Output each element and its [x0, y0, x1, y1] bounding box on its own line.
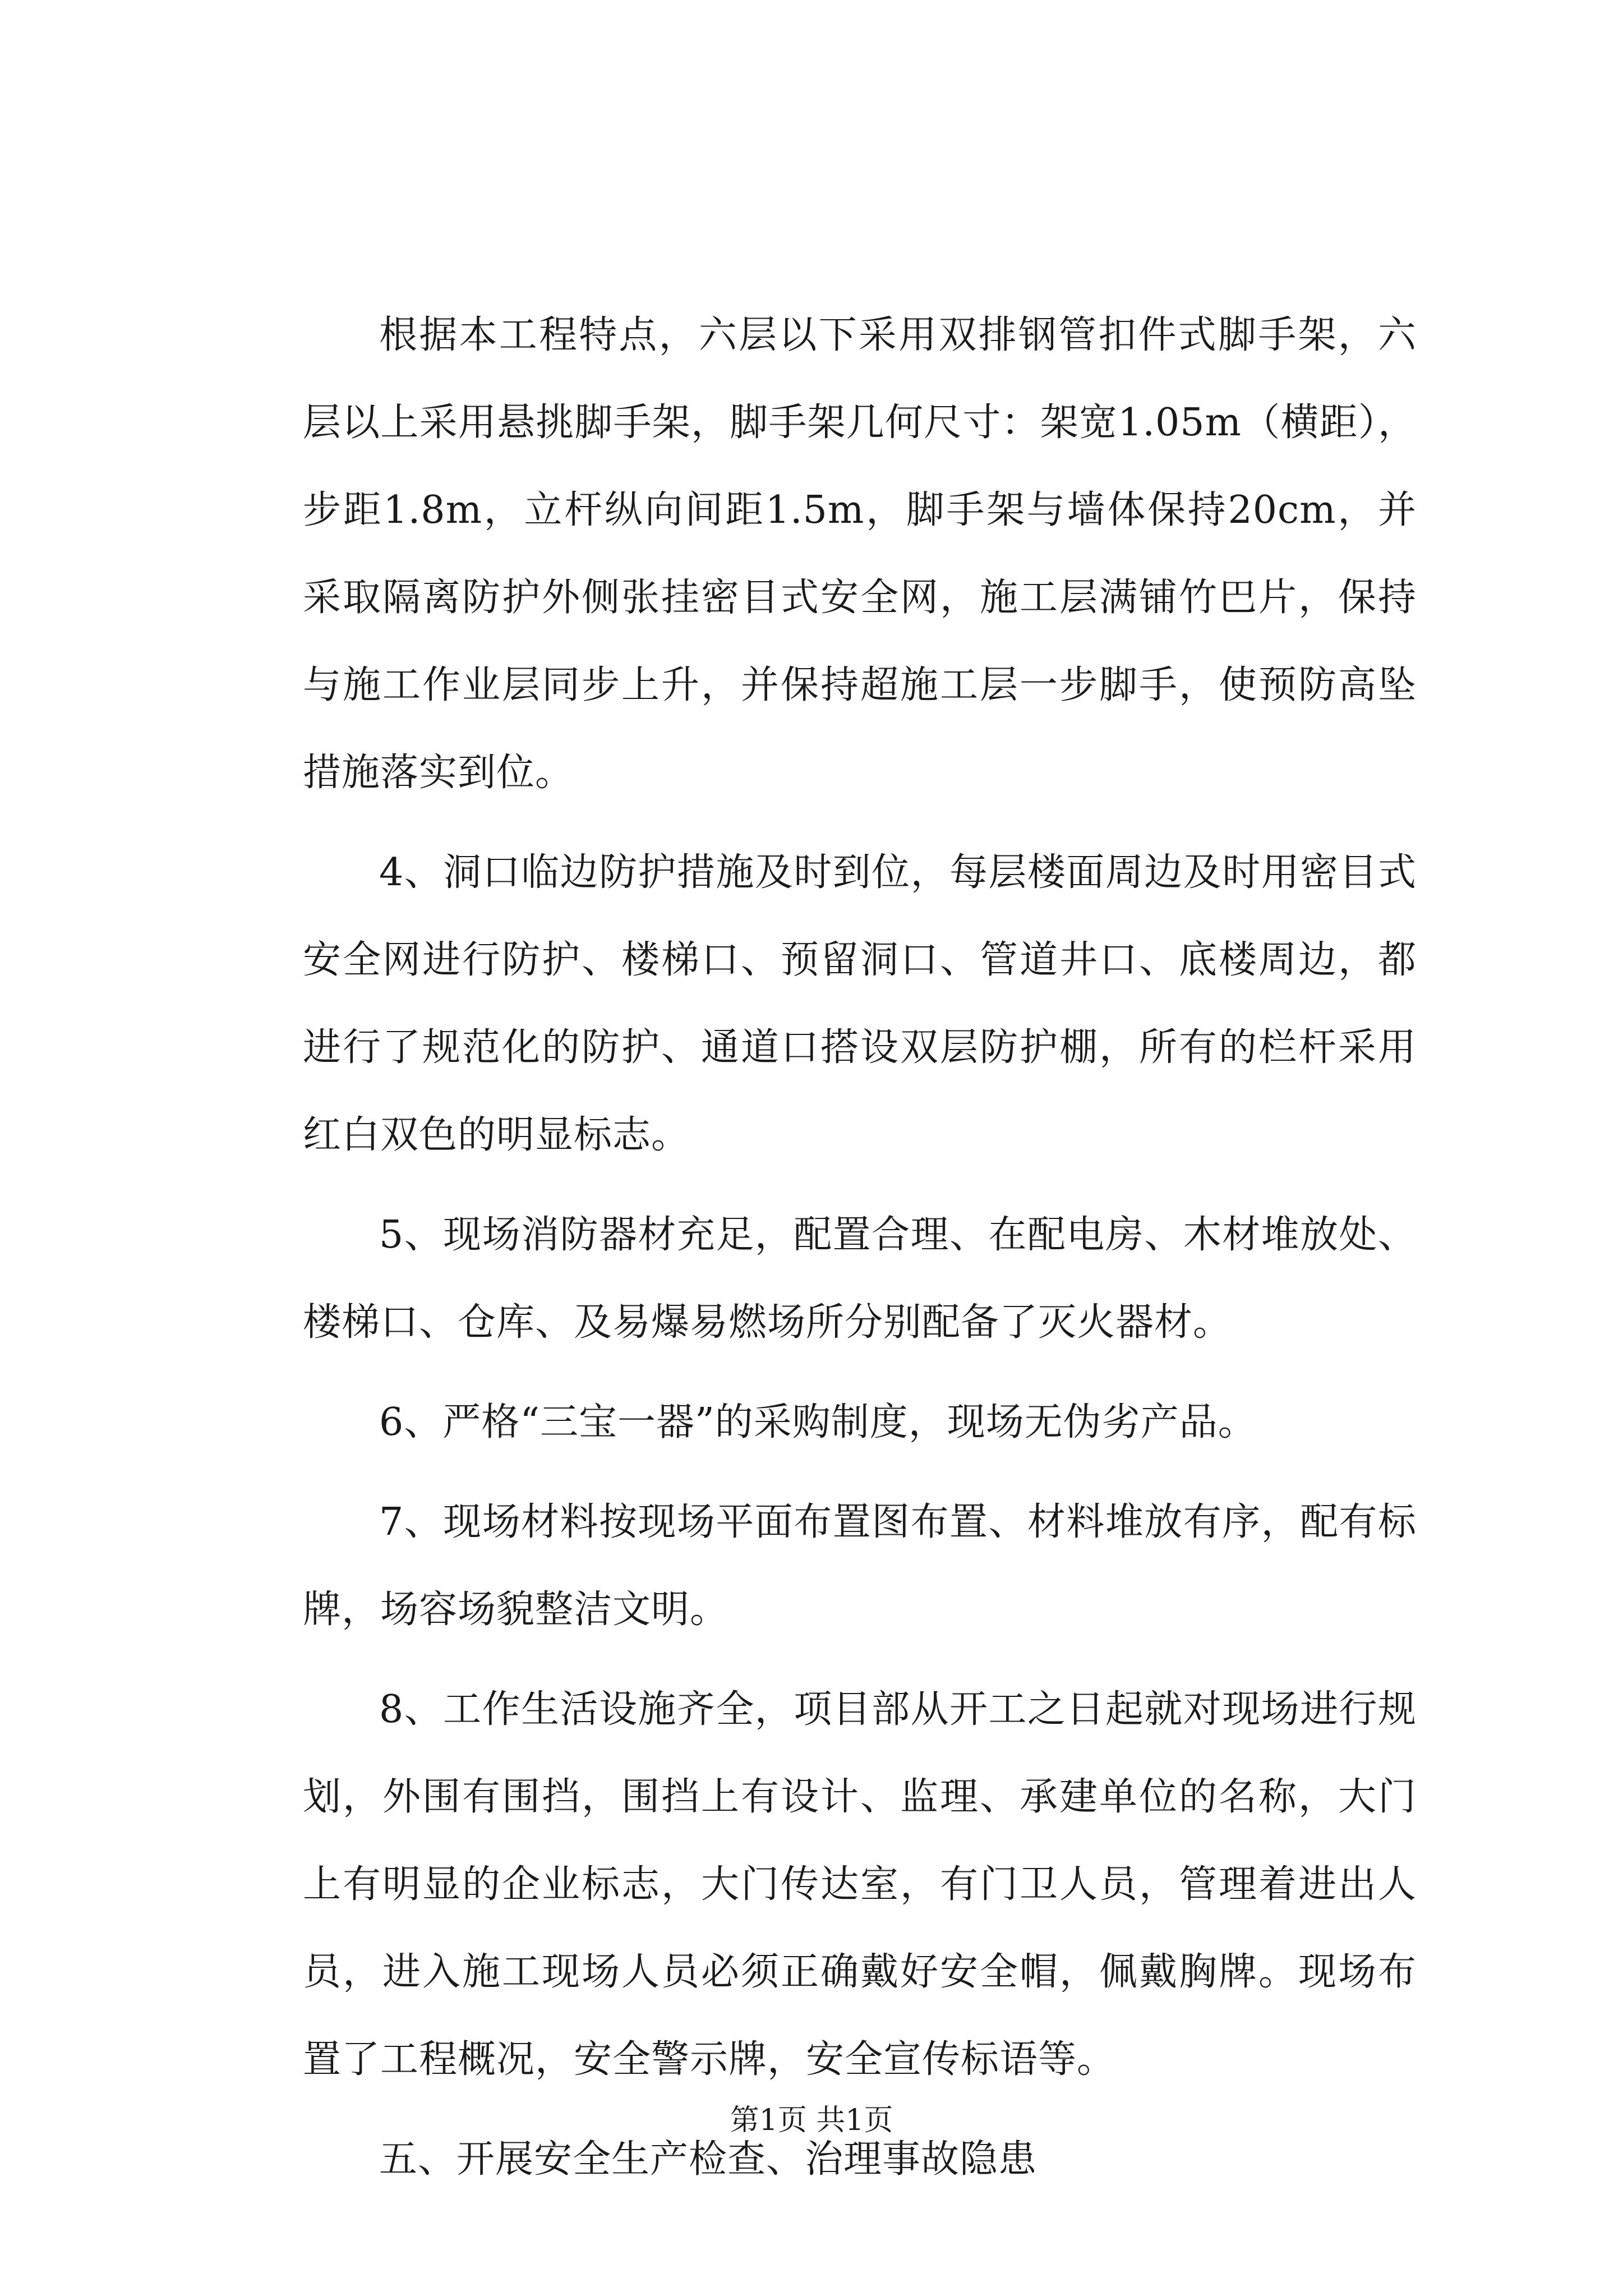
document-body	[303, 292, 1417, 2216]
paragraph-item-6-procurement: 6、严格“三宝一器”的采购制度，现场无伪劣产品。	[379, 1400, 1257, 1444]
paragraph-item-5-fire-equipment: 5、现场消防器材充足，配置合理、在配电房、木材堆放处、楼梯口、仓库、及易爆易燃场所分别配备了灭火器材。	[303, 1213, 1417, 1345]
paragraph-item-7-materials: 7、现场材料按现场平面布置图布置、材料堆放有序，配有标牌，场容场貌整洁文明。	[303, 1500, 1417, 1632]
paragraph-item-8-facilities: 8、工作生活设施齐全，项目部从开工之日起就对现场进行规划，外围有围挡，围挡上有设计、监理、承建单位的名称，大门上有明显的企业标志，大门传达室，有门卫人员，管理着进出人员，进入施工现场人员必须正确戴好安全帽，佩戴胸牌。现场布置了工程概况，安全警示牌，安全宣传标语等。	[303, 1687, 1417, 2082]
paragraph-item-4-opening-protection: 4、洞口临边防护措施及时到位，每层楼面周边及时用密目式安全网进行防护、楼梯口、预留洞口、管道井口、底楼周边，都进行了规范化的防护、通道口搭设双层防护棚，所有的栏杆采用红白双色的明显标志。	[303, 850, 1417, 1157]
section-heading-five: 五、开展安全生产检查、治理事故隐患	[379, 2137, 1038, 2182]
paragraph-scaffold-specs: 根据本工程特点，六层以下采用双排钢管扣件式脚手架，六层以上采用悬挑脚手架，脚手架几何尺寸：架宽1.05m（横距），步距1.8m，立杆纵向间距1.5m，脚手架与墙体保持20cm，并采取隔离防护外侧张挂密目式安全网，施工层满铺竹巴片，保持与施工作业层同步上升，并保持超施工层一步脚手，使预防高坠措施落实到位。	[303, 313, 1417, 795]
page-footer: 第1页 共1页	[730, 2104, 893, 2137]
